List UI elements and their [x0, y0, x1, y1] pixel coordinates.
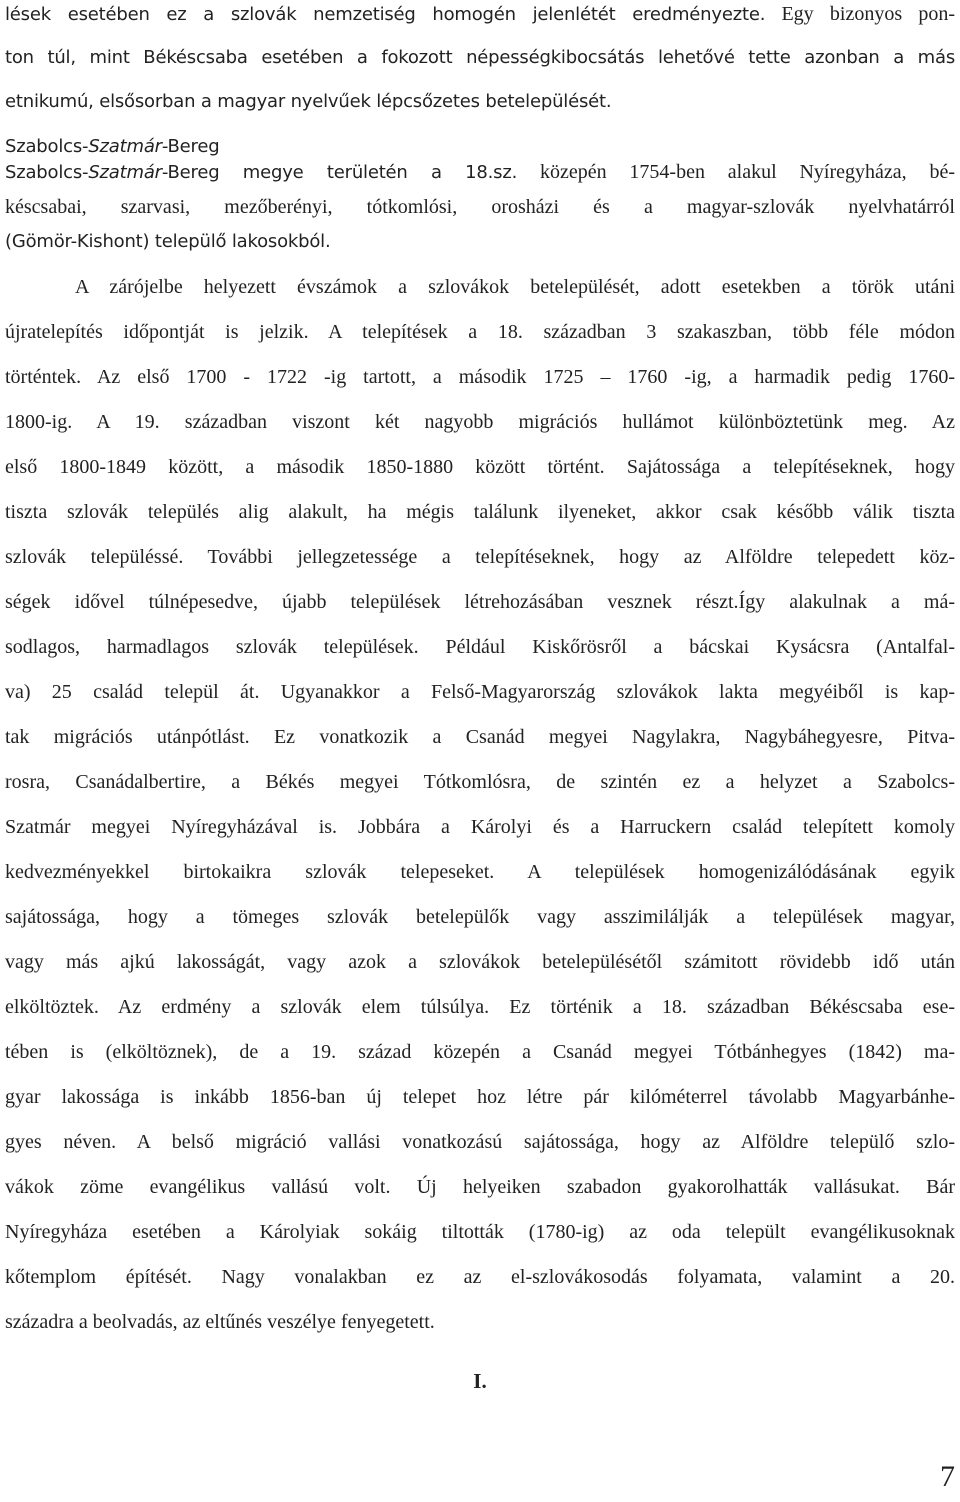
text-line: sodlagos, harmadlagos szlovák települések. Például Kiskőrösről a bácskai Kysácsra (Antalfal-: [5, 636, 955, 658]
text-line: etnikumú, elsősorban a magyar nyelvűek lépcsőzetes betelepülését.: [5, 91, 612, 112]
text-line: vákok zöme evangélikus vallású volt. Új helyeiken szabadon gyakorolhatták vallásukat. Bár: [5, 1176, 955, 1198]
text-line: történtek. Az első 1700 - 1722 -ig tartott, a második 1725 – 1760 -ig, a harmadik pedig 1760-: [5, 366, 955, 388]
text-line: gyar lakossága is inkább 1856-ban új telepet hoz létre pár kilóméterrel távolabb Magyarbánhe-: [5, 1086, 955, 1108]
text-line: szlovák településsé. További jellegzetessége a telepítéseknek, hogy az Alföldre telepedett köz-: [5, 546, 955, 568]
paragraph-start-line: A zárójelbe helyezett évszámok a szlovákok betelepülését, adott esetekben a török utáni: [75, 276, 955, 298]
text-line: kőtemplom építését. Nagy vonalakban ez az el-szlovákosodás folyamata, valamint a 20.: [5, 1266, 955, 1288]
text-line: vagy más ajkú lakosságát, vagy azok a szlovákok betelepülésétől számitott rövidebb idő után: [5, 951, 955, 973]
text-line: újratelepítés időpontját is jelzik. A telepítések a 18. században 3 szakaszban, több féle módon: [5, 321, 955, 343]
line-sans-part: Szabolcs-Szatmár-Bereg megye területén a 18.sz.: [5, 162, 518, 183]
text-line: elköltöztek. Az erdmény a szlovák elem túlsúlya. Ez történik a 18. században Békéscsaba ese-: [5, 996, 955, 1018]
text-line: késcsabai, szarvasi, mezőberényi, tótkomlósi, orosházi és a magyar-szlovák nyelvhatárról: [5, 196, 955, 218]
text-line: [5, 2, 955, 27]
page-number: 7: [940, 1460, 955, 1493]
text-line: tiszta szlovák település alig alakult, ha mégis találunk ilyeneket, akkor csak később válik tiszta: [5, 501, 955, 523]
text-line: [5, 134, 765, 159]
text-line: ton túl, mint Békéscsaba esetében a fokozott népességkibocsátás lehetővé tette azonban a más: [5, 47, 955, 68]
text-line: (Gömör-Kishont) települő lakosokból.: [5, 231, 331, 252]
line-serif-part: Egy bizonyos pon-: [781, 3, 956, 25]
text-line: rosra, Csanádalbertire, a Békés megyei Tótkomlósra, de szintén ez a helyzet a Szabolcs-: [5, 771, 955, 793]
text-line: va) 25 család települ át. Ugyanakkor a Felső-Magyarország szlovákok lakta megyéiből is kap-: [5, 681, 955, 703]
text-line: századra a beolvadás, az eltűnés veszélye fenyegetett.: [5, 1311, 435, 1333]
line-sans-part: lések esetében ez a szlovák nemzetiség homogén jelenlétét eredményezte.: [5, 4, 766, 25]
text-line: 1800-ig. A 19. században viszont két nagyobb migrációs hullámot különböztetünk meg. Az: [5, 411, 955, 433]
section-heading: I.: [473, 1369, 487, 1393]
county-name: Szabolcs-Szatmár-Bereg: [5, 136, 220, 157]
text-line: tak migrációs utánpótlást. Ez vonatkozik a Csanád megyei Nagylakra, Nagybáhegyesre, Pitva-: [5, 726, 955, 748]
text-line: kedvezményekkel birtokaikra szlovák telepeseket. A települések homogenizálódásának egyik: [5, 861, 955, 883]
text-line: tében is (elköltöznek), de a 19. század közepén a Csanád megyei Tótbánhegyes (1842) ma-: [5, 1041, 955, 1063]
text-line: [5, 160, 955, 185]
text-line: első 1800-1849 között, a második 1850-1880 között történt. Sajátossága a telepítéseknek, hogy: [5, 456, 955, 478]
text-line: Szatmár megyei Nyíregyházával is. Jobbára a Károlyi és a Harruckern család telepített komoly: [5, 816, 955, 838]
text-line: sajátossága, hogy a tömeges szlovák betelepülők vagy asszimilálják a települések magyar,: [5, 906, 955, 928]
line-serif-part: közepén 1754-ben alakul Nyíregyháza, bé-: [539, 161, 955, 183]
text-line: gyes néven. A belső migráció vallási vonatkozású sajátossága, hogy az Alföldre települő szlo-: [5, 1131, 955, 1153]
text-line: ségek idővel túlnépesedve, újabb települések létrehozásában vesznek részt.Így alakulnak a má-: [5, 591, 955, 613]
text-line: Nyíregyháza esetében a Károlyiak sokáig tiltották (1780-ig) az oda települt evangélikusoknak: [5, 1221, 955, 1243]
